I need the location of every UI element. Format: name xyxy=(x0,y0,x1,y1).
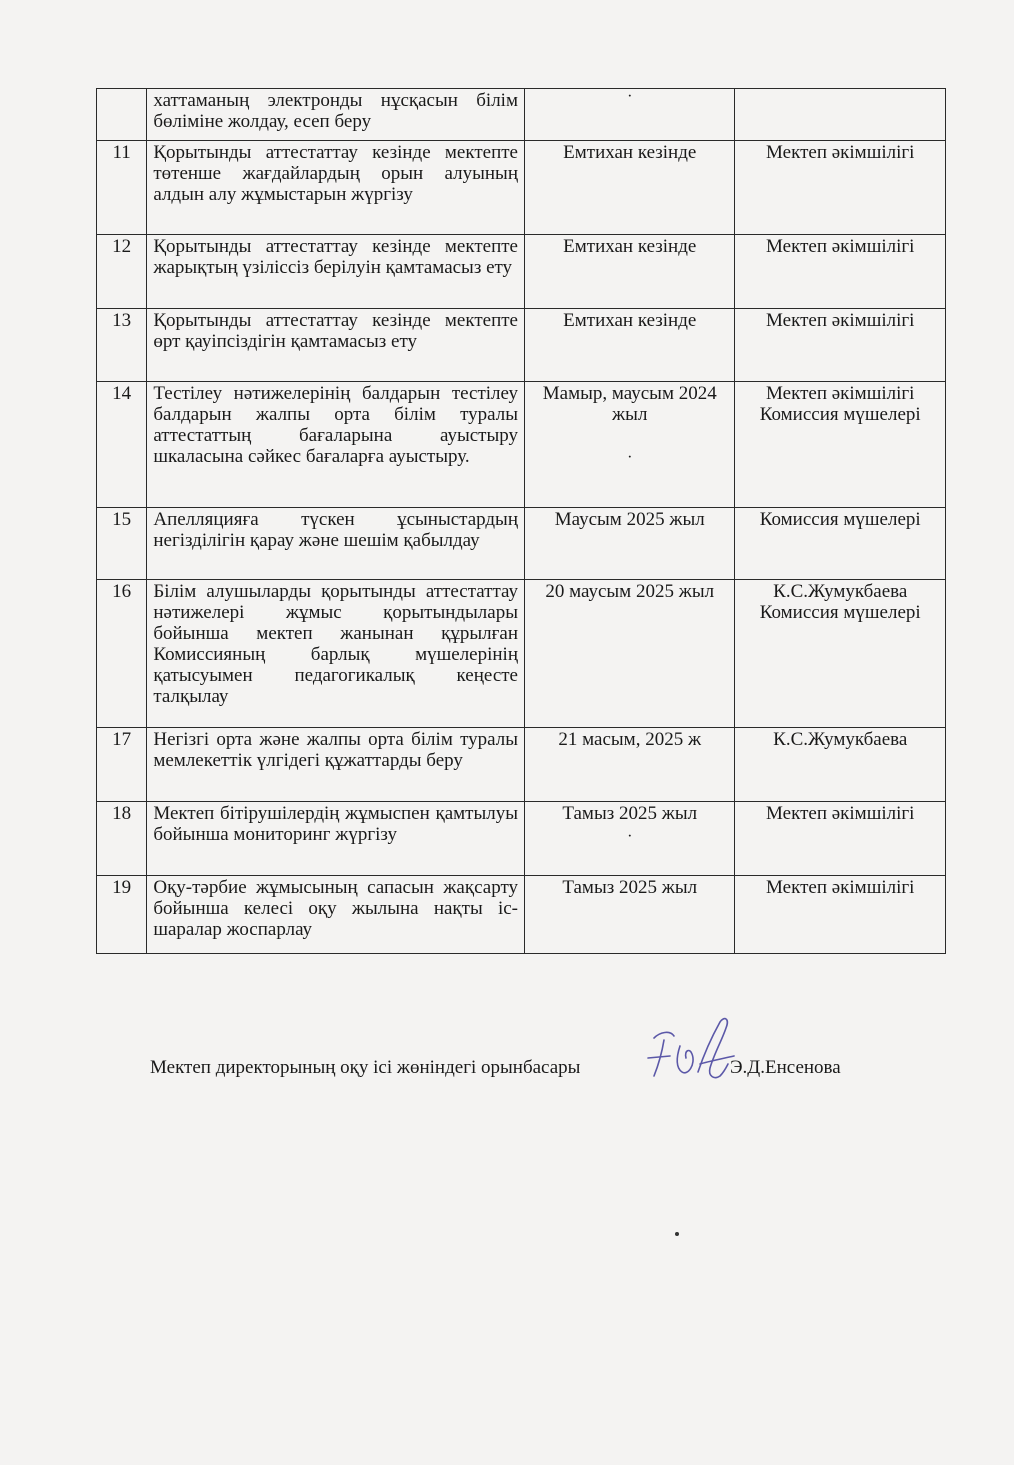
table-row xyxy=(97,141,946,235)
table-row xyxy=(97,876,946,954)
row-number: 18 xyxy=(97,802,147,876)
date-cell: Емтихан кезінде xyxy=(525,309,735,382)
responsible-cell: Комиссия мүшелері xyxy=(735,508,946,580)
row-number: 16 xyxy=(97,580,147,728)
responsible-cell: Мектеп әкімшілігі xyxy=(735,802,946,876)
responsible-cell: К.С.Жумукбаева xyxy=(735,728,946,802)
row-number: 19 xyxy=(97,876,147,954)
row-number xyxy=(97,89,147,141)
date-cell: Маусым 2025 жыл xyxy=(525,508,735,580)
row-number: 15 xyxy=(97,508,147,580)
date-cell: Емтихан кезінде xyxy=(525,141,735,235)
date-cell: Мамыр, маусым 2024 жыл · xyxy=(525,382,735,508)
task-cell: Қорытынды аттестаттау кезінде мектепте жарықтың үзіліссіз берілуін қамтамасыз ету xyxy=(147,235,525,309)
date-cell: 21 масым, 2025 ж xyxy=(525,728,735,802)
responsible-cell: Мектеп әкімшілігі Комиссия мүшелері xyxy=(735,382,946,508)
date-cell: Тамыз 2025 жыл · xyxy=(525,802,735,876)
task-cell: Қорытынды аттестаттау кезінде мектепте өрт қауіпсіздігін қамтамасыз ету xyxy=(147,309,525,382)
table-row xyxy=(97,89,946,141)
table-row xyxy=(97,802,946,876)
task-cell: Қорытынды аттестаттау кезінде мектепте төтенше жағдайлардың орын алуының алдын алу жұмыстарын жүргізу xyxy=(147,141,525,235)
responsible-cell: Мектеп әкімшілігі xyxy=(735,141,946,235)
signature-position: Мектеп директорының оқу ісі жөніндегі орынбасары xyxy=(150,1057,581,1078)
date-cell: 20 маусым 2025 жыл xyxy=(525,580,735,728)
table-row xyxy=(97,382,946,508)
responsible-cell: К.С.Жумукбаева Комиссия мүшелері xyxy=(735,580,946,728)
table-row xyxy=(97,728,946,802)
responsible-cell: Мектеп әкімшілігі xyxy=(735,235,946,309)
row-number: 17 xyxy=(97,728,147,802)
table-row xyxy=(97,508,946,580)
signatory-name: Э.Д.Енсенова xyxy=(730,1057,841,1078)
date-cell: · xyxy=(525,89,735,141)
row-number: 12 xyxy=(97,235,147,309)
task-cell: Тестілеу нәтижелерінің балдарын тестілеу балдарын жалпы орта білім туралы аттестаттың бағаларына ауыстыру шкаласына сәйкес бағаларға ауыстыру. xyxy=(147,382,525,508)
task-cell: хаттаманың электронды нұсқасын білім бөліміне жолдау, есеп беру xyxy=(147,89,525,141)
task-cell: Білім алушыларды қорытынды аттестаттау нәтижелері жұмыс қорытындылары бойынша мектеп жанынан құрылған Комиссияның барлық мүшелерінің қатысуымен педагогикалық кеңесте талқылау xyxy=(147,580,525,728)
handwritten-signature-icon xyxy=(640,1010,740,1090)
stray-mark xyxy=(675,1232,679,1236)
table-row xyxy=(97,309,946,382)
responsible-cell: Мектеп әкімшілігі xyxy=(735,876,946,954)
row-number: 11 xyxy=(97,141,147,235)
plan-table xyxy=(96,88,946,954)
date-cell: Тамыз 2025 жыл xyxy=(525,876,735,954)
row-number: 13 xyxy=(97,309,147,382)
task-cell: Оқу-тәрбие жұмысының сапасын жақсарту бойынша келесі оқу жылына нақты іс-шаралар жоспарлау xyxy=(147,876,525,954)
responsible-cell: Мектеп әкімшілігі xyxy=(735,309,946,382)
table-row xyxy=(97,580,946,728)
plan-table-body xyxy=(97,89,946,954)
task-cell: Мектеп бітірушілердің жұмыспен қамтылуы бойынша мониторинг жүргізу xyxy=(147,802,525,876)
task-cell: Негізгі орта және жалпы орта білім туралы мемлекеттік үлгідегі құжаттарды беру xyxy=(147,728,525,802)
date-cell: Емтихан кезінде xyxy=(525,235,735,309)
task-cell: Апелляцияға түскен ұсыныстардың негізділігін қарау және шешім қабылдау xyxy=(147,508,525,580)
row-number: 14 xyxy=(97,382,147,508)
responsible-cell xyxy=(735,89,946,141)
table-row xyxy=(97,235,946,309)
